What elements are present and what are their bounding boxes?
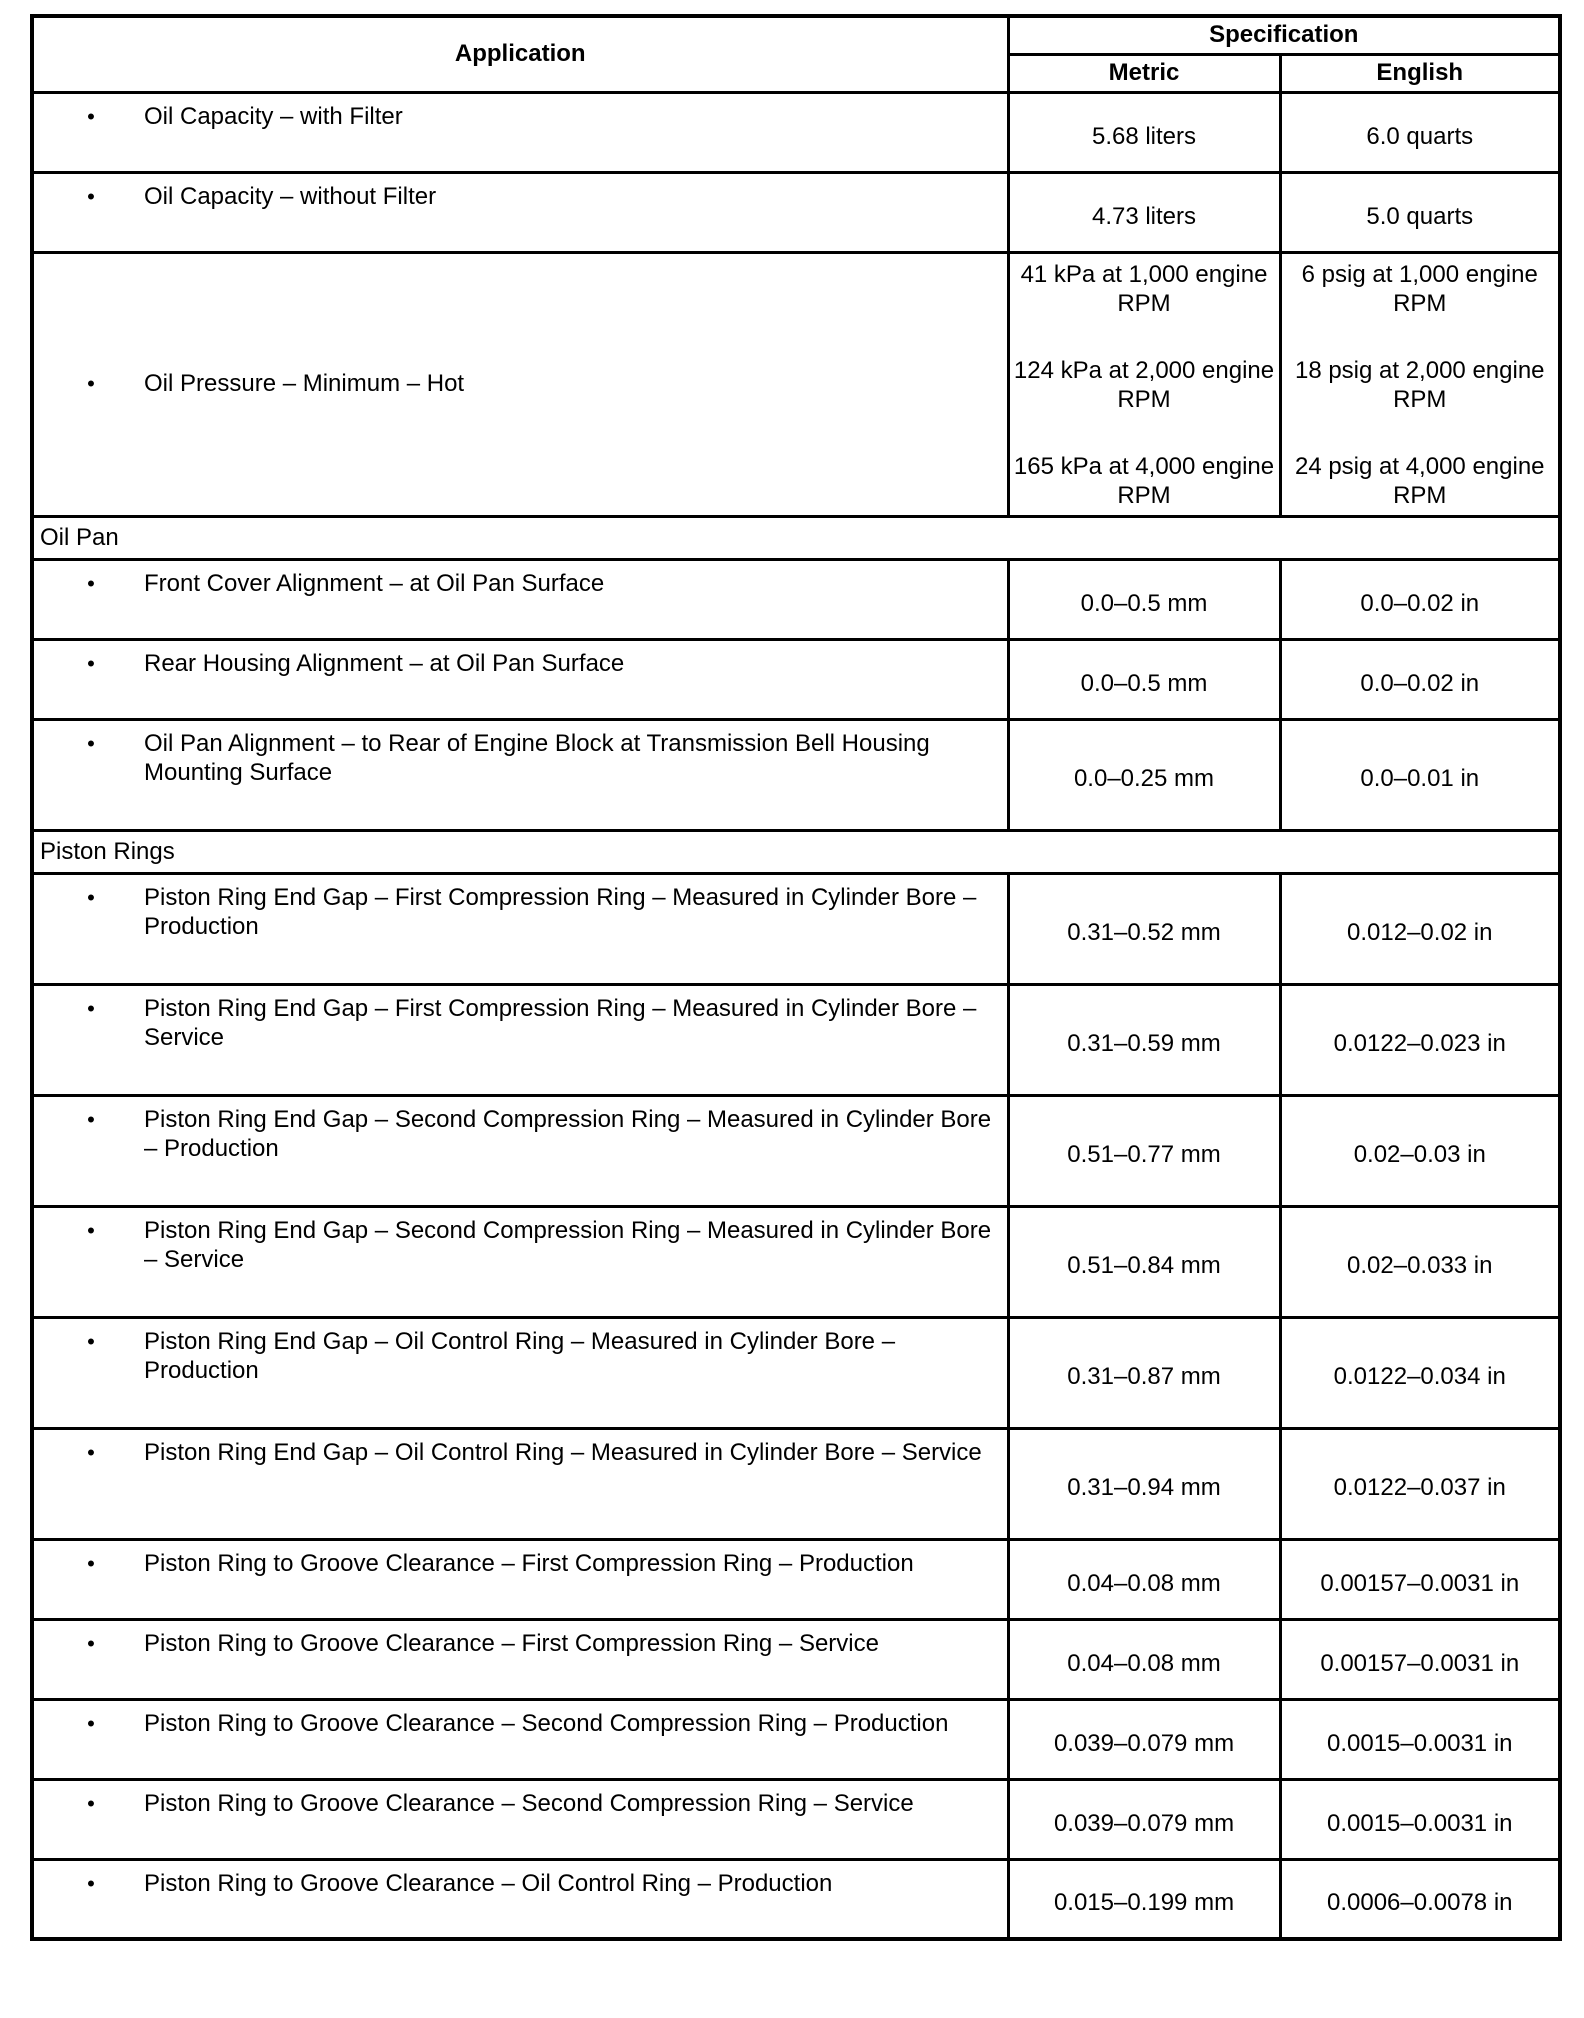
bullet-icon: • (87, 1439, 95, 1465)
table-row (32, 1317, 1560, 1428)
bullet-icon: • (87, 1217, 95, 1243)
metric-value: 0.04–0.08 mm (1008, 1619, 1280, 1699)
metric-value: 0.31–0.94 mm (1008, 1428, 1280, 1539)
application-text: Piston Ring End Gap – Oil Control Ring – Measured in Cylinder Bore – Service (144, 1438, 982, 1466)
english-value: 0.0–0.02 in (1280, 639, 1560, 719)
bullet-icon: • (87, 370, 95, 396)
application-text: Piston Ring to Groove Clearance – First Compression Ring – Production (144, 1549, 914, 1577)
bullet-icon: • (87, 570, 95, 596)
table-row (32, 92, 1560, 172)
english-value: 0.00157–0.0031 in (1280, 1539, 1560, 1619)
table-row (32, 1428, 1560, 1539)
application-text: Rear Housing Alignment – at Oil Pan Surface (144, 649, 625, 677)
bullet-icon: • (87, 884, 95, 910)
english-value: 0.0122–0.037 in (1280, 1428, 1560, 1539)
specification-table (30, 14, 1562, 1941)
english-value-line: 18 psig at 2,000 engine RPM (1294, 356, 1545, 413)
application-text: Piston Ring End Gap – First Compression Ring – Measured in Cylinder Bore – Production (144, 883, 977, 940)
english-value (1280, 252, 1560, 516)
application-text: Oil Pressure – Minimum – Hot (144, 369, 465, 397)
application-text: Piston Ring to Groove Clearance – Second Compression Ring – Production (144, 1709, 949, 1737)
metric-value (1008, 252, 1280, 516)
bullet-icon: • (87, 1790, 95, 1816)
table-row (32, 1779, 1560, 1859)
application-text: Oil Capacity – without Filter (144, 182, 437, 210)
table-row (32, 639, 1560, 719)
metric-value: 5.68 liters (1008, 92, 1280, 172)
table-row (32, 172, 1560, 252)
english-value: 0.00157–0.0031 in (1280, 1619, 1560, 1699)
table-row (32, 559, 1560, 639)
metric-value: 0.51–0.84 mm (1008, 1206, 1280, 1317)
application-text: Piston Ring End Gap – Oil Control Ring – Measured in Cylinder Bore – Production (144, 1327, 896, 1384)
english-value-line: 6 psig at 1,000 engine RPM (1301, 260, 1538, 317)
english-value: 0.0015–0.0031 in (1280, 1779, 1560, 1859)
application-text: Piston Ring End Gap – Second Compression Ring – Measured in Cylinder Bore – Production (144, 1105, 992, 1162)
table-row (32, 1206, 1560, 1317)
metric-value: 0.04–0.08 mm (1008, 1539, 1280, 1619)
metric-value-line: 124 kPa at 2,000 engine RPM (1013, 356, 1275, 413)
table-row (32, 1699, 1560, 1779)
bullet-icon: • (87, 1550, 95, 1576)
english-value: 0.0–0.01 in (1280, 719, 1560, 830)
table-row (32, 1095, 1560, 1206)
metric-value: 0.039–0.079 mm (1008, 1699, 1280, 1779)
bullet-icon: • (87, 183, 95, 209)
metric-value: 0.0–0.25 mm (1008, 719, 1280, 830)
bullet-icon: • (87, 995, 95, 1021)
metric-value: 0.0–0.5 mm (1008, 559, 1280, 639)
metric-value: 0.015–0.199 mm (1008, 1859, 1280, 1939)
application-text: Oil Pan Alignment – to Rear of Engine Block at Transmission Bell Housing Mounting Surface (144, 729, 930, 786)
section-title: Oil Pan (32, 516, 1560, 559)
bullet-icon: • (87, 1710, 95, 1736)
application-text: Piston Ring to Groove Clearance – Second Compression Ring – Service (144, 1789, 914, 1817)
application-text: Piston Ring End Gap – Second Compression Ring – Measured in Cylinder Bore – Service (144, 1216, 992, 1273)
application-text: Piston Ring to Groove Clearance – First Compression Ring – Service (144, 1629, 879, 1657)
bullet-icon: • (87, 1328, 95, 1354)
table-row (32, 252, 1560, 516)
english-header: English (1280, 54, 1560, 92)
table-row (32, 1859, 1560, 1939)
specification-header: Specification (1008, 16, 1560, 54)
metric-value: 0.51–0.77 mm (1008, 1095, 1280, 1206)
metric-value: 0.31–0.52 mm (1008, 873, 1280, 984)
table-row (32, 1539, 1560, 1619)
table-row (32, 1619, 1560, 1699)
metric-value: 0.0–0.5 mm (1008, 639, 1280, 719)
table-row (32, 873, 1560, 984)
english-value-line: 24 psig at 4,000 engine RPM (1294, 452, 1545, 509)
english-value: 0.0015–0.0031 in (1280, 1699, 1560, 1779)
metric-value: 0.31–0.59 mm (1008, 984, 1280, 1095)
bullet-icon: • (87, 650, 95, 676)
bullet-icon: • (87, 1870, 95, 1896)
section-title: Piston Rings (32, 830, 1560, 873)
metric-header: Metric (1008, 54, 1280, 92)
application-text: Front Cover Alignment – at Oil Pan Surface (144, 569, 605, 597)
application-header: Application (32, 16, 1008, 92)
english-value: 0.0006–0.0078 in (1280, 1859, 1560, 1939)
english-value: 0.012–0.02 in (1280, 873, 1560, 984)
bullet-icon: • (87, 103, 95, 129)
english-value: 0.02–0.03 in (1280, 1095, 1560, 1206)
section-row (32, 830, 1560, 873)
bullet-icon: • (87, 730, 95, 756)
english-value: 0.0–0.02 in (1280, 559, 1560, 639)
english-value: 0.0122–0.023 in (1280, 984, 1560, 1095)
table-row (32, 984, 1560, 1095)
english-value: 0.0122–0.034 in (1280, 1317, 1560, 1428)
metric-value: 0.31–0.87 mm (1008, 1317, 1280, 1428)
application-text: Piston Ring End Gap – First Compression Ring – Measured in Cylinder Bore – Service (144, 994, 977, 1051)
english-value: 5.0 quarts (1280, 172, 1560, 252)
metric-value-line: 165 kPa at 4,000 engine RPM (1013, 452, 1275, 509)
metric-value: 4.73 liters (1008, 172, 1280, 252)
bullet-icon: • (87, 1630, 95, 1656)
metric-value-line: 41 kPa at 1,000 engine RPM (1020, 260, 1268, 317)
metric-value: 0.039–0.079 mm (1008, 1779, 1280, 1859)
table-row (32, 719, 1560, 830)
application-text: Oil Capacity – with Filter (144, 102, 403, 130)
application-text: Piston Ring to Groove Clearance – Oil Control Ring – Production (144, 1869, 833, 1897)
bullet-icon: • (87, 1106, 95, 1132)
section-row (32, 516, 1560, 559)
english-value: 0.02–0.033 in (1280, 1206, 1560, 1317)
english-value: 6.0 quarts (1280, 92, 1560, 172)
